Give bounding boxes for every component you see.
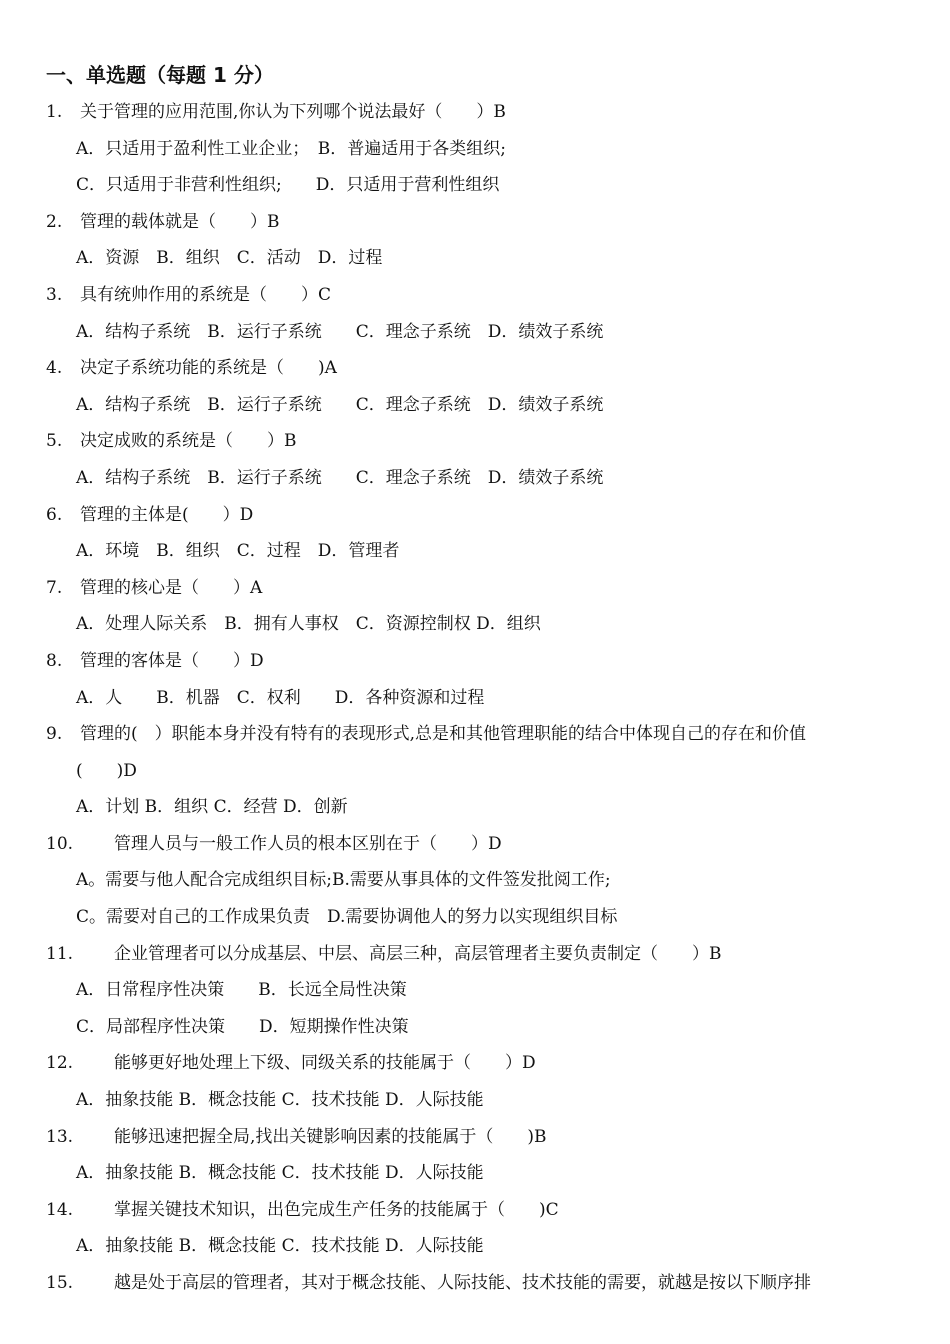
question-text: 管理的载体就是（ ）B <box>80 211 280 232</box>
question-text: 能够迅速把握全局,找出关键影响因素的技能属于（ )B <box>114 1126 547 1147</box>
question-line <box>0 570 950 607</box>
question-line <box>0 716 950 753</box>
question-number: 6. <box>46 504 63 525</box>
options-line: A．只适用于盈利性工业企业； B．普遍适用于各类组织; <box>76 138 506 159</box>
options-line: A．计划 B．组织 C．经营 D．创新 <box>76 797 348 818</box>
options-line: A．结构子系统 B．运行子系统 C．理念子系统 D．绩效子系统 <box>76 467 604 488</box>
question-number: 13. <box>46 1126 74 1147</box>
options-line: A．人 B．机器 C．权利 D．各种资源和过程 <box>76 687 485 708</box>
options-line: A．资源 B．组织 C．活动 D．过程 <box>76 248 383 269</box>
question-number: 9. <box>46 724 63 745</box>
options-line: C．只适用于非营利性组织; D．只适用于营利性组织 <box>76 175 500 196</box>
options-line: A．环境 B．组织 C．过程 D．管理者 <box>76 541 400 562</box>
question-number: 5. <box>46 431 63 452</box>
question-line <box>0 936 950 973</box>
options-line: A．抽象技能 B．概念技能 C．技术技能 D．人际技能 <box>76 1236 484 1257</box>
question-continuation: ( )D <box>76 760 137 781</box>
options-line: A．结构子系统 B．运行子系统 C．理念子系统 D．绩效子系统 <box>76 394 604 415</box>
question-line <box>0 826 950 863</box>
section-title: 一、单选题（每题 1 分） <box>46 63 274 87</box>
question-text: 管理人员与一般工作人员的根本区别在于（ ）D <box>114 833 502 854</box>
question-line <box>0 423 950 460</box>
question-line <box>0 1192 950 1229</box>
question-text: 具有统帅作用的系统是（ ）C <box>80 284 332 305</box>
question-text: 决定成败的系统是（ ）B <box>80 431 297 452</box>
question-line <box>0 497 950 534</box>
question-text: 决定子系统功能的系统是（ )A <box>80 358 337 379</box>
question-text: 管理的核心是（ ）A <box>80 577 263 598</box>
question-number: 11. <box>46 943 74 964</box>
question-number: 14. <box>46 1199 74 1220</box>
question-text: 管理的主体是( ）D <box>80 504 254 525</box>
question-line <box>0 277 950 314</box>
options-line: A．抽象技能 B．概念技能 C．技术技能 D．人际技能 <box>76 1163 484 1184</box>
options-line: A．结构子系统 B．运行子系统 C．理念子系统 D．绩效子系统 <box>76 321 604 342</box>
question-number: 12. <box>46 1053 74 1074</box>
question-line <box>0 94 950 131</box>
question-number: 4. <box>46 358 63 379</box>
question-text: 企业管理者可以分成基层、中层、高层三种，高层管理者主要负责制定（ ）B <box>114 943 722 964</box>
question-line <box>0 1119 950 1156</box>
question-line <box>0 1265 950 1302</box>
options-line: C．局部程序性决策 D．短期操作性决策 <box>76 1016 409 1037</box>
question-text: 能够更好地处理上下级、同级关系的技能属于（ ）D <box>114 1053 536 1074</box>
question-text: 管理的( ）职能本身并没有特有的表现形式,总是和其他管理职能的结合中体现自己的存在和价值 <box>80 724 807 745</box>
question-number: 15. <box>46 1273 74 1293</box>
question-text: 管理的客体是（ ）D <box>80 650 264 671</box>
options-line: A．抽象技能 B．概念技能 C．技术技能 D．人际技能 <box>76 1090 484 1111</box>
options-line: A．日常程序性决策 B．长远全局性决策 <box>76 980 407 1001</box>
question-number: 7. <box>46 577 63 598</box>
options-line: C。需要对自己的工作成果负责 D.需要协调他人的努力以实现组织目标 <box>76 907 618 928</box>
question-text: 掌握关键技术知识，出色完成生产任务的技能属于（ )C <box>114 1199 559 1220</box>
question-line <box>0 204 950 241</box>
options-line: A．处理人际关系 B．拥有人事权 C．资源控制权 D．组织 <box>76 614 541 635</box>
question-number: 2. <box>46 211 63 232</box>
question-text: 关于管理的应用范围,你认为下列哪个说法最好（ ）B <box>80 102 506 122</box>
question-number: 3. <box>46 284 63 305</box>
question-line <box>0 350 950 387</box>
question-number: 1. <box>46 102 63 122</box>
question-number: 8. <box>46 650 63 671</box>
options-line: A。需要与他人配合完成组织目标;B.需要从事具体的文件签发批阅工作; <box>76 870 611 891</box>
question-line <box>0 1045 950 1082</box>
question-text: 越是处于高层的管理者，其对于概念技能、人际技能、技术技能的需要，就越是按以下顺序排 <box>114 1273 811 1293</box>
question-list <box>0 94 950 1302</box>
question-line <box>0 643 950 680</box>
question-number: 10. <box>46 833 74 854</box>
